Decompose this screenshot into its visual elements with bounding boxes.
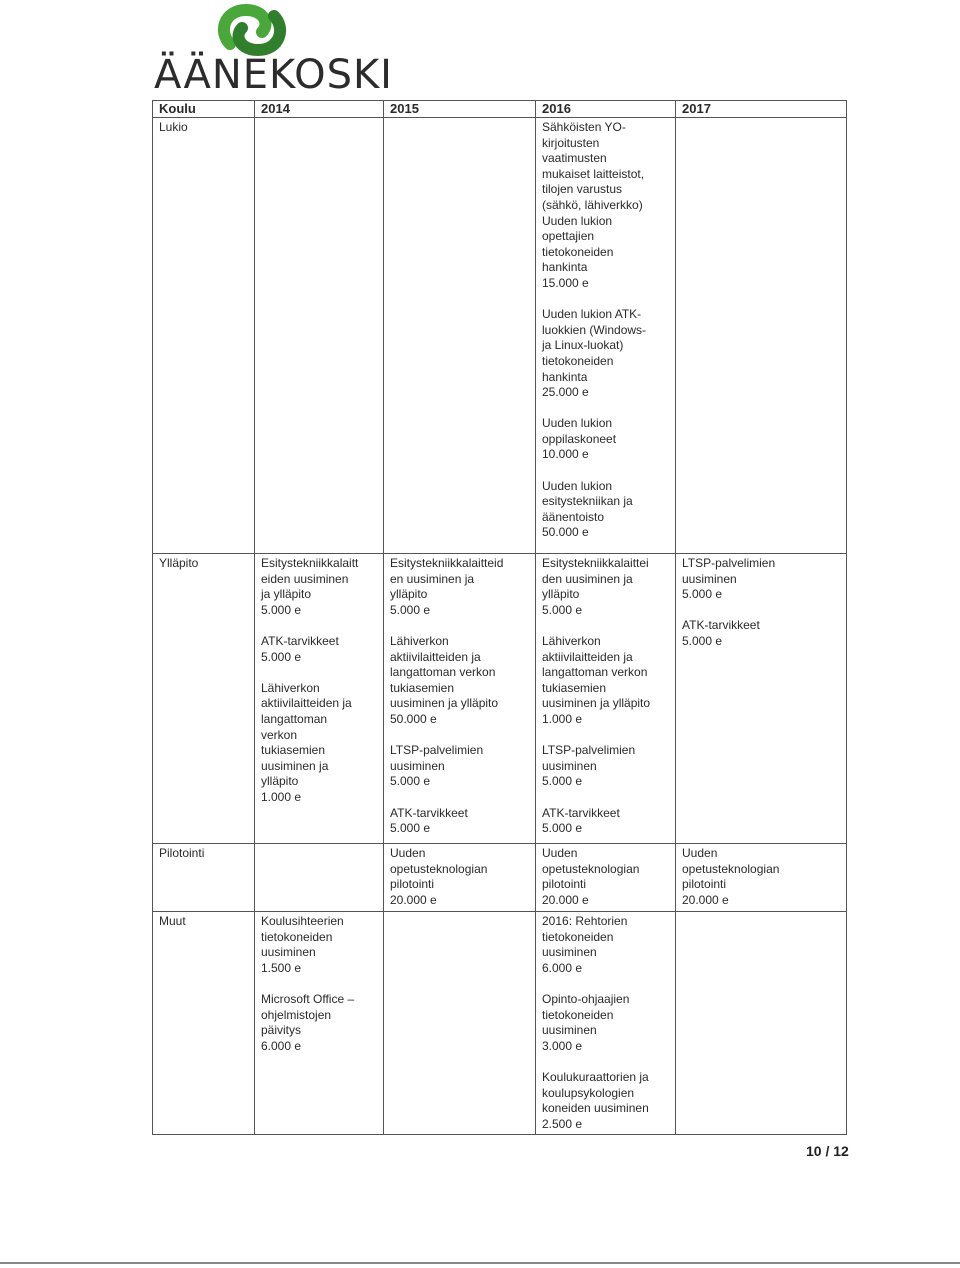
table-cell xyxy=(676,554,847,844)
logo-wordmark: ÄÄNEKOSKI xyxy=(154,52,393,98)
table-cell xyxy=(255,844,384,912)
aanekoski-logo xyxy=(150,0,393,100)
cost-item: Uuden lukion oppilaskoneet 10.000 e xyxy=(542,416,617,462)
cost-item: Koulusihteerien tietokoneiden uusiminen 1.500 e xyxy=(261,914,344,975)
cost-item: Microsoft Office – ohjelmistojen päivitys 6.000 e xyxy=(261,991,355,1053)
cost-item: ATK-tarvikkeet 5.000 e xyxy=(390,805,468,836)
table-cell xyxy=(676,844,847,912)
table-cell xyxy=(384,912,536,1135)
row-label: Pilotointi xyxy=(153,844,255,912)
cost-item: LTSP-palvelimien uusiminen 5.000 e xyxy=(390,743,484,789)
table-cell xyxy=(384,844,536,912)
row-lukio xyxy=(153,118,847,554)
row-label: Muut xyxy=(153,912,255,1135)
cost-item: Uuden opetusteknologian pilotointi 20.000 e xyxy=(682,846,780,907)
table-cell xyxy=(536,912,676,1135)
cost-item: Esitystekniikkalaittei den uusiminen ja ylläpito 5.000 e xyxy=(542,556,649,617)
table-cell xyxy=(255,118,384,554)
header-2017: 2017 xyxy=(676,101,847,118)
table-cell xyxy=(255,912,384,1135)
table-body xyxy=(153,118,847,1135)
aanekoski-logo-mark-icon xyxy=(216,4,288,56)
cost-item: Opinto-ohjaajien tietokoneiden uusiminen 3.000 e xyxy=(542,991,630,1053)
cost-item: Uuden lukion esitystekniikan ja äänentoisto 50.000 e xyxy=(542,478,633,540)
row-label: Ylläpito xyxy=(153,554,255,844)
cost-item: Koulukuraattorien ja koulupsykologien koneiden uusiminen 2.500 e xyxy=(542,1069,649,1131)
cost-item: ATK-tarvikkeet 5.000 e xyxy=(261,633,339,664)
cost-item: LTSP-palvelimien uusiminen 5.000 e xyxy=(682,556,776,602)
table-cell xyxy=(536,844,676,912)
cost-item: 2016: Rehtorien tietokoneiden uusiminen 6.000 e xyxy=(542,914,628,975)
row-yllapito xyxy=(153,554,847,844)
cost-item: Sähköisten YO- kirjoitusten vaatimusten mukaiset laitteistot, tilojen varustus (sähkö, lähiverkko) Uuden lukion opettajien tietokoneiden hankinta 15.000 e xyxy=(542,120,645,290)
table-cell xyxy=(384,118,536,554)
cost-item: ATK-tarvikkeet 5.000 e xyxy=(682,618,760,648)
table-header-row xyxy=(153,101,847,118)
page-number: 10 / 12 xyxy=(806,1143,849,1159)
table-cell xyxy=(676,912,847,1135)
table-cell xyxy=(255,554,384,844)
cost-item: Esitystekniikkalaitteid en uusiminen ja ylläpito 5.000 e xyxy=(390,556,504,617)
table-cell xyxy=(384,554,536,844)
header-2015: 2015 xyxy=(384,101,536,118)
cost-item: Lähiverkon aktiivilaitteiden ja langattoman verkon tukiasemien uusiminen ja ylläpito 50.000 e xyxy=(390,633,499,726)
header-koulu: Koulu xyxy=(153,101,255,118)
cost-item: Lähiverkon aktiivilaitteiden ja langattoman verkon tukiasemien uusiminen ja ylläpito 1.000 e xyxy=(261,680,352,804)
table-cell xyxy=(536,118,676,554)
cost-item: ATK-tarvikkeet 5.000 e xyxy=(542,805,620,836)
table-cell xyxy=(676,118,847,554)
header-2014: 2014 xyxy=(255,101,384,118)
row-label: Lukio xyxy=(153,118,255,554)
it-investment-table xyxy=(152,100,847,1135)
row-muut xyxy=(153,912,847,1135)
cost-item: Uuden lukion ATK- luokkien (Windows- ja Linux-luokat) tietokoneiden hankinta 25.000 e xyxy=(542,307,647,400)
cost-item: Uuden opetusteknologian pilotointi 20.000 e xyxy=(542,846,640,907)
cost-item: Lähiverkon aktiivilaitteiden ja langattoman verkon tukiasemien uusiminen ja ylläpito 1.000 e xyxy=(542,633,651,726)
bottom-divider xyxy=(0,1262,960,1264)
cost-item: LTSP-palvelimien uusiminen 5.000 e xyxy=(542,743,636,789)
header-2016: 2016 xyxy=(536,101,676,118)
cost-item: Uuden opetusteknologian pilotointi 20.000 e xyxy=(390,846,488,907)
row-pilotointi xyxy=(153,844,847,912)
table-cell xyxy=(536,554,676,844)
cost-item: Esitystekniikkalaitt eiden uusiminen ja ylläpito 5.000 e xyxy=(261,556,359,617)
